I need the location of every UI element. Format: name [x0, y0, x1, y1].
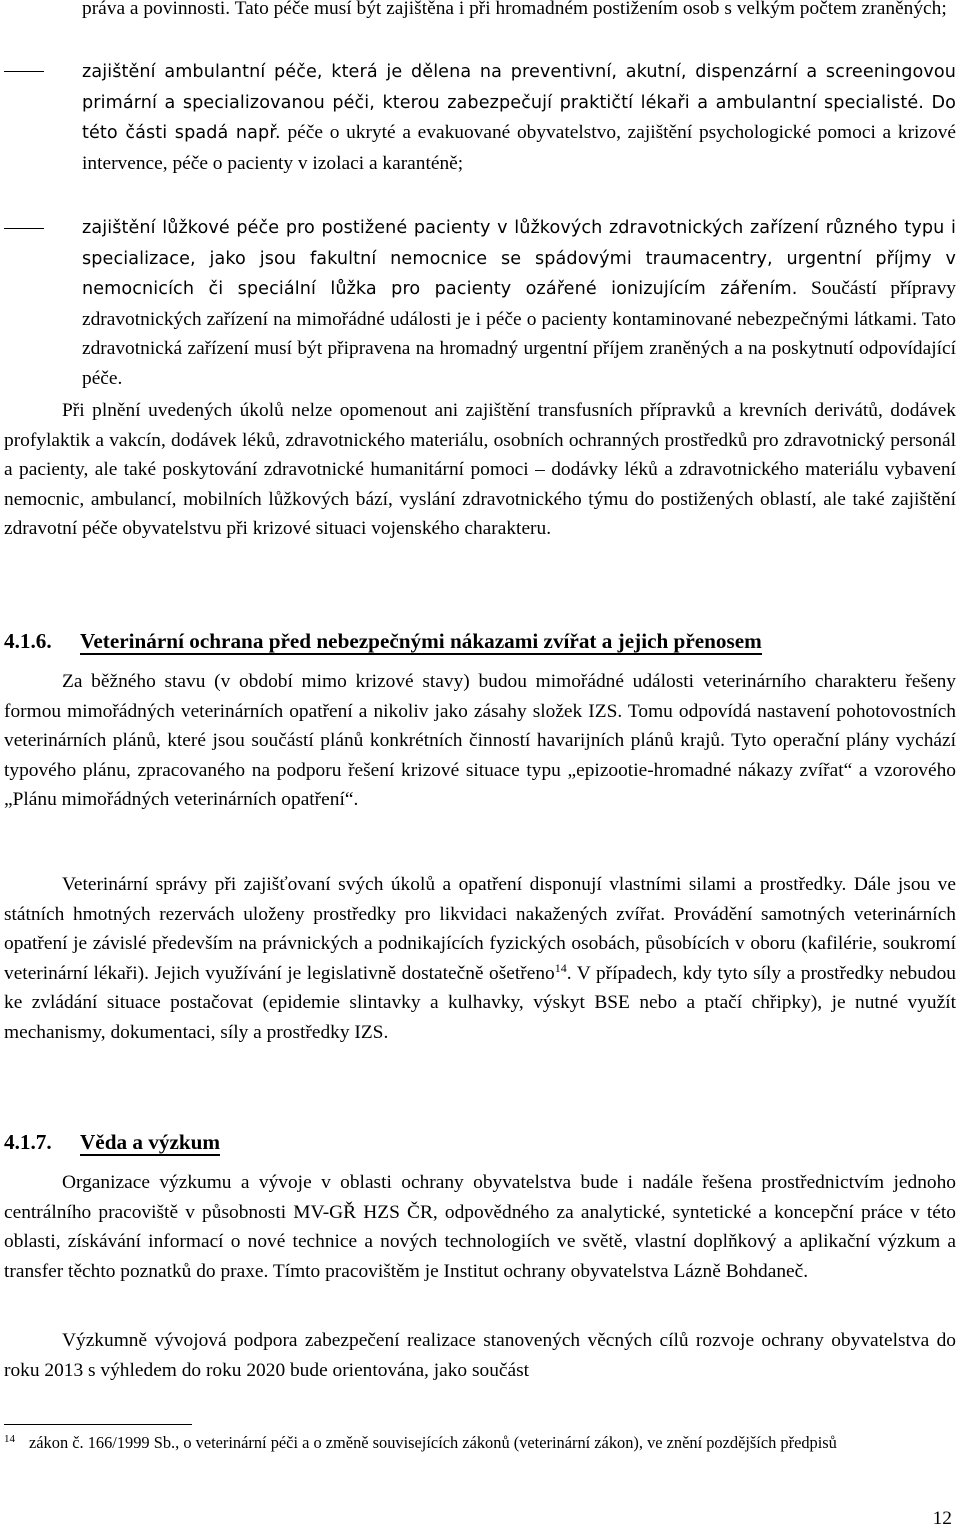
section-number: 4.1.6. — [4, 629, 52, 653]
footnote — [4, 1432, 956, 1454]
list-item-continuation: práva a povinnosti. Tato péče musí být zajištěna i při hromadném postižením osob s velkým počtem zraněných; — [82, 0, 947, 19]
section-title: Veterinární ochrana před nebezpečnými nákazami zvířat a jejich přenosem — [80, 629, 762, 653]
list-dash-ambulant — [4, 71, 44, 72]
list-item-ambulant-part2: péče o ukryté a evakuované obyvatelstvo, zajištění psychologické pomoci a krizové intervence, péče o pacienty v izolaci a karanténě; — [82, 122, 956, 174]
footnote-separator — [4, 1424, 192, 1425]
veterinary-resources-text-b: . V případech, kdy tyto síly a prostředky nebudou ke zvládání situace postačovat (epidemie slintavky a kulhavky, výskyt BSE nebo a ptačí chřipky), je nutné využít mechanismy, dokumentaci, síly a prostředky IZS. — [4, 962, 956, 1043]
list-item-ambulant-part1: zajištění ambulantní péče, která je dělena na preventivní, akutní, dispenzární a screeningovou primární a specializovanou péči, kterou zabezpečují praktičtí lékaři a ambulantní specialisté. Do této části spadá např. — [82, 62, 956, 144]
section-number: 4.1.7. — [4, 1130, 52, 1154]
list-item-bed-part1: zajištění lůžkové péče pro postižené pacienty v lůžkových zdravotnických zařízení různého typu i specializace, jako jsou fakultní nemocnice se spádovými traumacentry, urgentní příjmy v nemocnicích či speciální lůžka pro pacienty ozářené ionizujícím zářením. — [82, 218, 956, 300]
footnote-text: zákon č. 166/1999 Sb., o veterinární péči a o změně souvisejících zákonů (veterinární zákon), ve znění pozdějších předpisů — [29, 1433, 837, 1452]
section-title: Věda a výzkum — [80, 1130, 221, 1154]
page-number: 12 — [932, 1508, 952, 1529]
paragraph-research-support: Výzkumně vývojová podpora zabezpečení realizace stanovených věcných cílů rozvoje ochrany obyvatelstva do roku 2013 s výhledem do roku 2020 bude orientována, jako součást — [4, 1330, 956, 1381]
list-item-bed-care — [82, 213, 956, 394]
footnote-marker: 14 — [4, 1433, 15, 1445]
list-item-ambulant-care — [82, 57, 956, 178]
list-dash-bed — [4, 228, 44, 229]
paragraph-transfusion: Při plnění uvedených úkolů nelze opomenout ani zajištění transfusních přípravků a krevních derivátů, dodávek profylaktik a vakcín, dodávek léků, zdravotnického materiálu, osobních ochranných prostředků pro zdravotnický personál a pacienty, ale také poskytování zdravotnické humanitární pomoci – dodávky léků a zdravotnického materiálu vybavení nemocnic, ambulancí, mobilních lůžkových bází, vyslání zdravotnického týmu do postižených oblastí, ale také zajištění zdravotní péče obyvatelstvu při krizové situaci vojenského charakteru. — [4, 400, 956, 540]
list-item-bed-part2: Součástí přípravy zdravotnických zařízení na mimořádné události je i péče o pacienty kontaminované nebezpečnými látkami. Tato zdravotnická zařízení musí být připravena na hromadný urgentní příjem zraněných a na poskytnutí odpovídající péče. — [82, 278, 957, 389]
section-heading-4-1-7 — [4, 1127, 220, 1157]
paragraph-veterinary-plans: Za běžného stavu (v období mimo krizové stavy) budou mimořádné události veterinárního charakteru řešeny formou mimořádných veterinárních opatření a nikoliv jako zásahy složek IZS. Tomu odpovídá nastavení pohotovostních veterinárních plánů, které jsou součástí plánů konkrétních činností havarijních plánů krajů. Tyto operační plány vychází typového plánu, zpracovaného na podporu řešení krizové situace typu „epizootie-hromadné nákazy zvířat“ a vzorového „Plánu mimořádných veterinárních opatření“. — [4, 671, 956, 811]
paragraph-veterinary-resources — [4, 870, 956, 1048]
section-heading-4-1-6 — [4, 626, 762, 656]
footnote-reference[interactable]: 14 — [554, 960, 567, 975]
paragraph-research-organization: Organizace výzkumu a vývoje v oblasti ochrany obyvatelstva bude i nadále řešena prostřednictvím jednoho centrálního pracoviště v působnosti MV-GŘ HZS ČR, odpovědného za analytické, syntetické a koncepční práce v této oblasti, získávání informací o nové technice a nových technologiích ve světě, vlastní doplňkový a aplikační výzkum a transfer těchto poznatků do praxe. Tímto pracovištěm je Institut ochrany obyvatelstva Lázně Bohdaneč. — [4, 1172, 956, 1282]
veterinary-resources-text-a: Veterinární správy při zajišťovaní svých úkolů a opatření disponují vlastními silami a prostředky. Dále jsou ve státních hmotných rezervách uloženy prostředky pro likvidaci nakažených zvířat. Provádění samotných veterinárních opatření je závislé především na právnických a podnikajících fyzických osobách, působících v oboru (kafilérie, soukromí veterinární lékaři). Jejich využívání je legislativně dostatečně ošetřeno — [4, 874, 956, 984]
